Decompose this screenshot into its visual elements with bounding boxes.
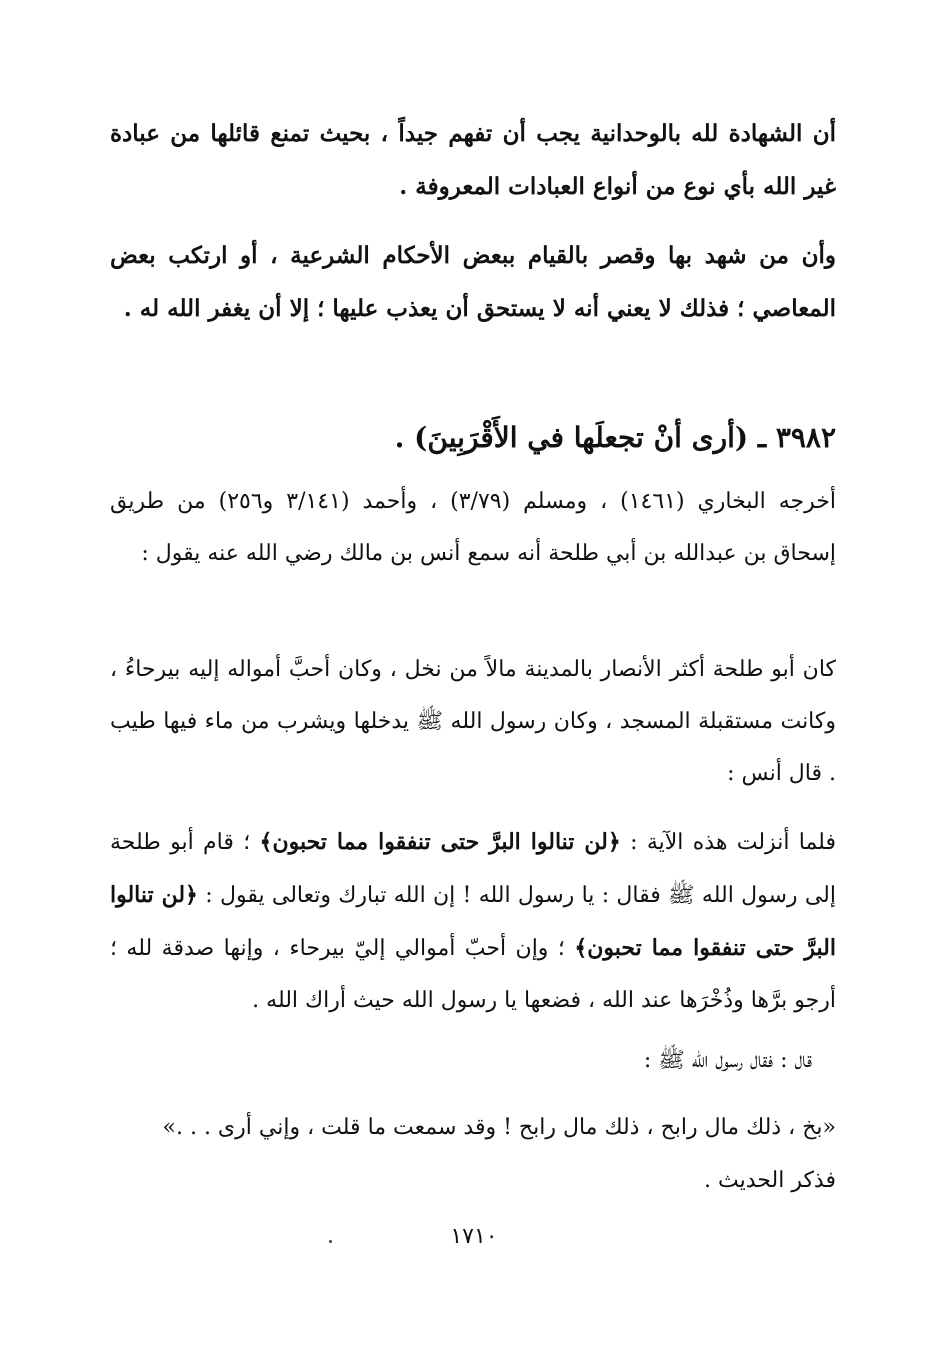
revelation-intro: فلما أنزلت هذه الآية : [620,830,836,855]
paragraph-sinners: وأن من شهد بها وقصر بالقيام ببعض الأحكام الشرعية ، أو ارتكب بعض المعاصي ؛ فذلك لا يعني أنه لا يستحق أن يعذب عليها ؛ إلا أن يغفر الله له . [110,242,836,322]
paragraph-story: كان أبو طلحة أكثر الأنصار بالمدينة مالاً من نخل ، وكان أحبَّ أمواله إليه بيرحاءُ ، وكانت مستقبلة المسجد ، وكان رسول الله ﷺ يدخلها ويشرب من ماء فيها طيب . قال أنس : [110,657,836,786]
paragraph-shahada: أن الشهادة لله بالوحدانية يجب أن تفهم جيداً ، بحيث تمنع قائلها من عبادة غير الله بأي نوع من أنواع العبادات المعروفة . [110,120,836,200]
hadith-heading: ٣٩٨٢ ـ (أرى أنْ تجعلَها في الأَقْرَبِينَ) . [394,421,836,454]
closing-line: فذكر الحديث . [704,1168,836,1193]
quran-verse: ﴿لن تنالوا البرَّ حتى تنفقوا مما تحبون﴾ [259,829,621,855]
prophet-intro: قال : فقال رسول الله ﷺ : [643,1048,812,1073]
paragraph-takhrij: أخرجه البخاري (١٤٦١) ، ومسلم (٣/٧٩) ، وأحمد (٣/١٤١ و٢٥٦) من طريق إسحاق بن عبدالله بن أبي طلحة أنه سمع أنس بن مالك رضي الله عنه يقول : [110,489,836,566]
revelation-ending: ؛ وإن أحبّ أموالي إليّ بيرحاء ، وإنها صدقة لله ؛ أرجو برَّها وذُخْرَها عند الله ، فضعها يا رسول الله حيث أراك الله . [110,936,836,1013]
revelation-middle: ؛ قام أبو طلحة إلى رسول الله ﷺ فقال : يا رسول الله ! إن الله تبارك وتعالى يقول : [110,830,836,908]
scan-speck [329,1240,332,1243]
prophet-words: «بخ ، ذلك مال رابح ، ذلك مال رابح ! وقد سمعت ما قلت ، وإني أرى . . .» [162,1115,836,1140]
paragraph-revelation [110,816,836,1027]
page-number: ١٧١٠ [450,1224,498,1249]
quran-verse-repeat: ﴿لن تنالوا البرَّ حتى تنفقوا مما تحبون﴾ [110,882,836,961]
